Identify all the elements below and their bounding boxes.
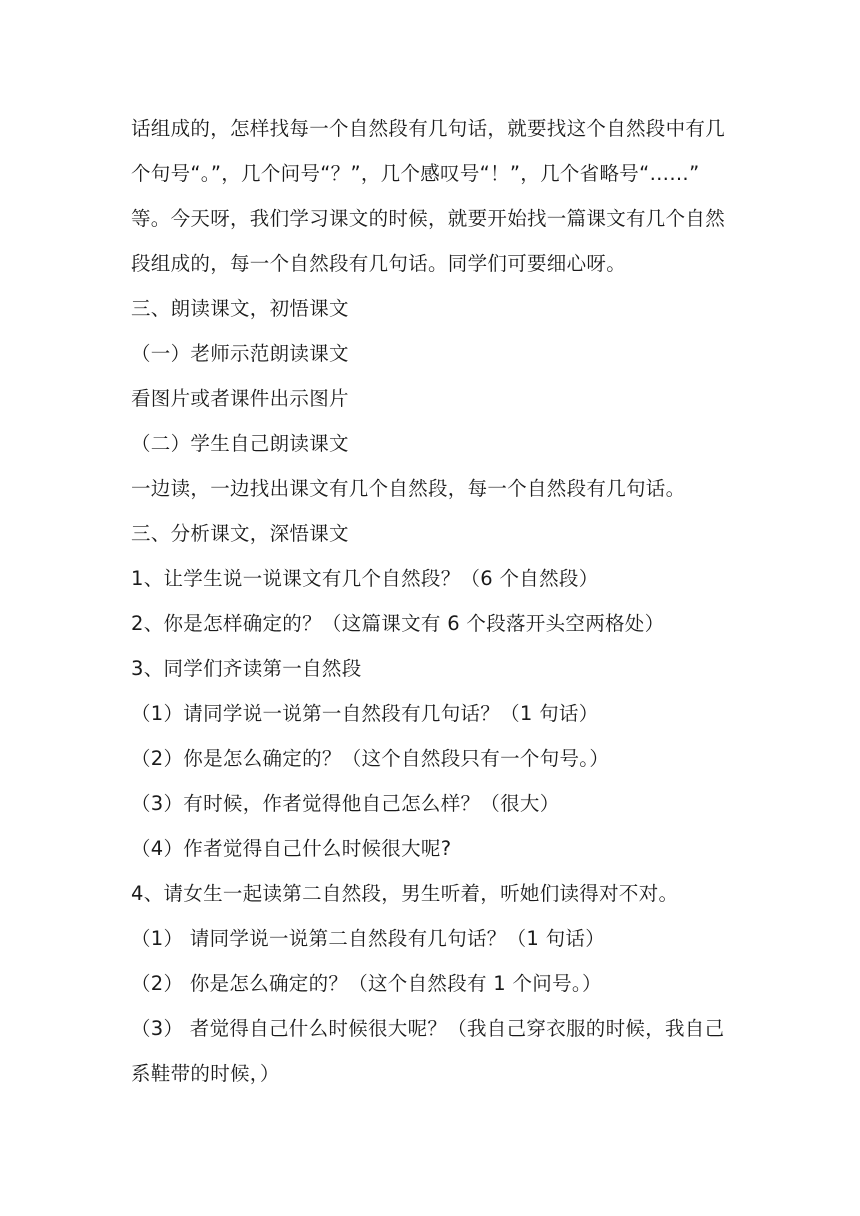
paragraph-line-2: 个句号“。”，几个问号“？”，几个感叹号“！”，几个省略号“……” xyxy=(131,162,700,185)
section-heading-read-text: 三、朗读课文，初悟课文 xyxy=(131,297,349,320)
sub-item: （2）你是怎么确定的？（这个自然段只有一个句号。） xyxy=(131,747,610,770)
subheading-student-reading: （二）学生自己朗读课文 xyxy=(131,432,349,455)
numbered-item: 3、同学们齐读第一自然段 xyxy=(131,657,362,680)
paragraph-line-4: 段组成的，每一个自然段有几句话。同学们可要细心呀。 xyxy=(131,252,627,275)
subheading-teacher-reading: （一）老师示范朗读课文 xyxy=(131,342,349,365)
paragraph-line-continuation: 系鞋带的时候，） xyxy=(131,1062,280,1085)
document-body xyxy=(131,106,751,1096)
instruction-line: 一边读，一边找出课文有几个自然段，每一个自然段有几句话。 xyxy=(131,477,686,500)
sub-item: （1）请同学说一说第一自然段有几句话？（1 句话） xyxy=(131,702,599,725)
sub-item: （3）有时候，作者觉得他自己怎么样？（很大） xyxy=(131,792,560,815)
sub-item: （3） 者觉得自己什么时候很大呢？（我自己穿衣服的时候，我自己 xyxy=(131,1017,725,1040)
sub-item: （2） 你是怎么确定的？（这个自然段有 1 个问号。） xyxy=(131,972,602,995)
numbered-item: 4、请女生一起读第二自然段，男生听着，听她们读得对不对。 xyxy=(131,882,679,905)
section-heading-analyze-text: 三、分析课文，深悟课文 xyxy=(131,522,349,545)
instruction-line: 看图片或者课件出示图片 xyxy=(131,387,349,410)
numbered-item: 2、你是怎样确定的？（这篇课文有 6 个段落开头空两格处） xyxy=(131,612,665,635)
paragraph-line-3: 等。今天呀，我们学习课文的时候，就要开始找一篇课文有几个自然 xyxy=(131,207,726,230)
paragraph-line-1: 话组成的，怎样找每一个自然段有几句话，就要找这个自然段中有几 xyxy=(131,117,726,140)
sub-item: （1） 请同学说一说第二自然段有几句话？（1 句话） xyxy=(131,927,606,950)
numbered-item: 1、让学生说一说课文有几个自然段？（6 个自然段） xyxy=(131,567,599,590)
sub-item: （4）作者觉得自己什么时候很大呢? xyxy=(131,837,452,860)
